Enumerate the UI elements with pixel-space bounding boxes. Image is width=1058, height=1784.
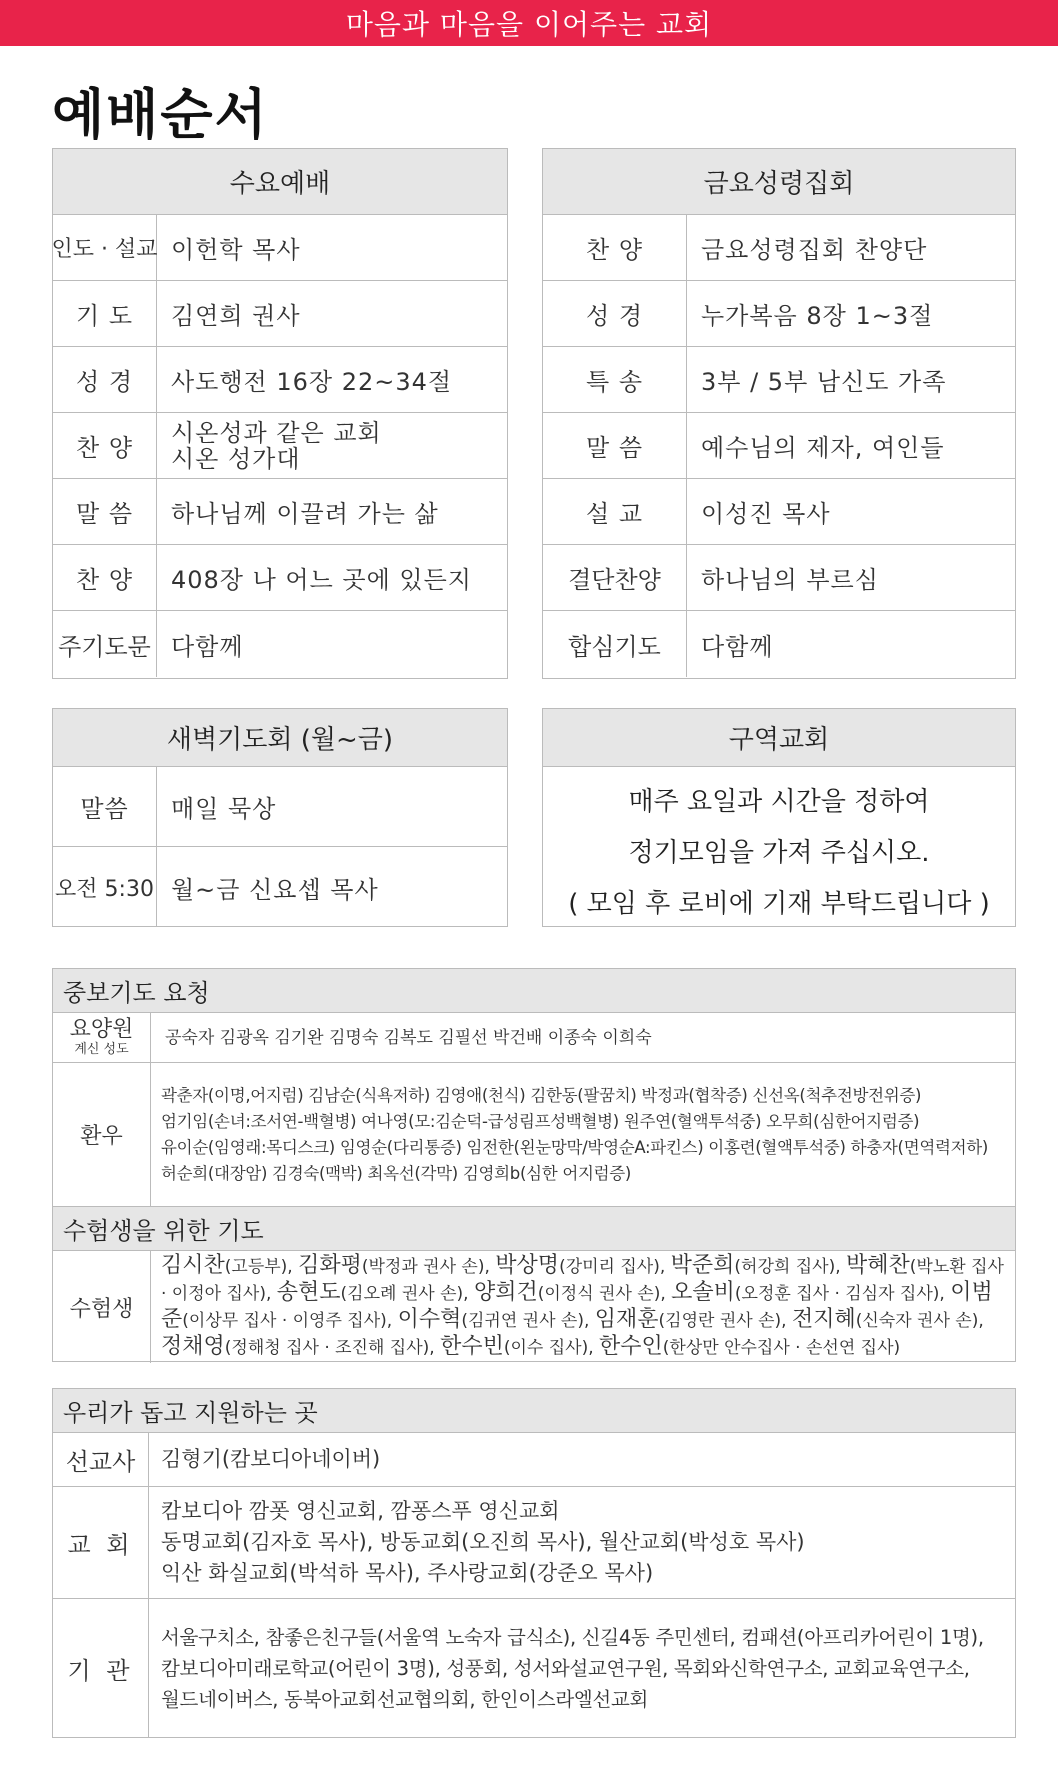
row-value: 3부 / 5부 남신도 가족: [701, 368, 947, 396]
friday-service-title: 금요성령집회: [543, 149, 1015, 215]
table-row: [543, 347, 1015, 413]
nursing-home-row: [53, 1013, 1015, 1063]
page-title: 예배순서: [52, 83, 269, 146]
district-church-notice: [543, 767, 1015, 925]
row-value: 김연희 권사: [171, 302, 301, 330]
table-row: [53, 413, 507, 479]
row-label: 기 도: [53, 281, 157, 346]
table-row: [53, 281, 507, 347]
label-line: 계신 성도: [74, 1041, 129, 1057]
student-name: 전지혜: [791, 1307, 856, 1332]
patients-label: 환우: [53, 1063, 151, 1206]
row-value: 매일 묵상: [171, 795, 277, 823]
table-row: [53, 545, 507, 611]
row-value: [157, 413, 382, 478]
exam-prayer-title: 수험생을 위한 기도: [53, 1207, 1015, 1251]
student-name: 박혜찬: [846, 1253, 910, 1278]
row-value: 하나님께 이끌려 가는 삶: [171, 500, 439, 528]
row-label: 말씀: [53, 767, 157, 846]
student-name: 한수인: [599, 1334, 663, 1359]
row-label: 말 씀: [53, 479, 157, 544]
table-row: [543, 413, 1015, 479]
org-line: 월드네이버스, 동북아교회선교협의회, 한인이스라엘선교회: [161, 1687, 649, 1711]
org-line: 캄보디아미래로학교(어린이 3명), 성풍회, 성서와설교연구원, 목회와신학연구소, 교회교육연구소,: [161, 1656, 970, 1680]
church-line: 동명교회(김자호 목사), 방동교회(오진희 목사), 월산교회(박성호 목사): [161, 1530, 805, 1554]
prayer-request-section: [52, 968, 1016, 1362]
missionary-label: 선교사: [53, 1433, 149, 1486]
table-row: [53, 479, 507, 545]
missionary-value: 김형기(캄보디아네이버): [161, 1447, 381, 1471]
exam-label: 수험생: [53, 1251, 151, 1363]
student-note: (김귀연 권사 손),: [461, 1311, 595, 1331]
notice-line: 정기모임을 가져 주십시오.: [628, 837, 930, 868]
nursing-home-names: 공숙자 김광옥 김기완 김명숙 김복도 김필선 박건배 이종숙 이희숙: [165, 1027, 652, 1048]
churches-label: 교 회: [53, 1487, 149, 1598]
student-note: (신숙자 권사 손),: [855, 1311, 984, 1331]
church-line: 캄보디아 깜폿 영신교회, 깜퐁스푸 영신교회: [161, 1499, 560, 1523]
org-line: 서울구치소, 참좋은친구들(서울역 노숙자 급식소), 신길4동 주민센터, 컴패션(아프리카어린이 1명),: [161, 1625, 984, 1649]
row-value: 이헌학 목사: [171, 236, 301, 264]
missionary-row: [53, 1433, 1015, 1487]
student-name: 양희건: [473, 1280, 538, 1305]
wednesday-service-table: [52, 148, 508, 679]
label-line: 요양원: [69, 1016, 134, 1042]
student-note: (강미리 집사),: [559, 1257, 671, 1277]
row-value: 이성진 목사: [701, 500, 831, 528]
row-value: 사도행전 16장 22~34절: [171, 368, 453, 396]
nursing-home-label: [53, 1013, 151, 1062]
student-note: (박노환 집사 · 이정아 집사),: [161, 1257, 1004, 1304]
patients-line: 허순희(대장암) 김경숙(맥박) 최옥선(각막) 김영희b(심한 어지럼증): [161, 1163, 632, 1183]
row-value: 월~금 신요셉 목사: [171, 875, 379, 904]
row-value: 408장 나 어느 곳에 있든지: [171, 566, 472, 594]
row-label: 성 경: [543, 281, 687, 346]
district-church-title: 구역교회: [543, 709, 1015, 767]
support-title: 우리가 돕고 지원하는 곳: [53, 1389, 1015, 1433]
row-label: 특 송: [543, 347, 687, 412]
hymn-title: 시온성과 같은 교회: [171, 418, 382, 447]
student-name: 이범준: [161, 1280, 993, 1332]
row-label: 합심기도: [543, 611, 687, 677]
student-note: (김오례 권사 손),: [340, 1284, 474, 1304]
student-name: 송현도: [276, 1280, 341, 1305]
table-row: [53, 611, 507, 677]
student-note: (정해청 집사 · 조진해 집사),: [224, 1338, 441, 1358]
row-value: 다함께: [171, 632, 244, 661]
row-value: 금요성령집회 찬양단: [701, 236, 928, 264]
patients-list: [151, 1063, 1015, 1206]
student-note: (오정훈 집사 · 김심자 집사),: [734, 1284, 951, 1304]
row-label: 설 교: [543, 479, 687, 544]
row-label: 찬 양: [53, 545, 157, 610]
table-row: [543, 215, 1015, 281]
organizations-list: [149, 1599, 1015, 1737]
student-name: 박준희: [670, 1253, 735, 1278]
friday-service-table: [542, 148, 1016, 679]
row-label: 결단찬양: [543, 545, 687, 610]
row-label: 성 경: [53, 347, 157, 412]
table-row: [53, 847, 507, 927]
exam-students: [151, 1251, 1015, 1363]
patients-line: 곽춘자(이명,어지럼) 김남순(식욕저하) 김영애(천식) 김한동(팔꿈치) 박정과(협착증) 신선옥(척추전방전위증): [161, 1085, 922, 1105]
table-row: [53, 215, 507, 281]
student-name: 정채영: [161, 1334, 225, 1359]
student-note: (이수 집사),: [503, 1338, 600, 1358]
row-label: 말 씀: [543, 413, 687, 478]
row-label: 찬 양: [53, 413, 157, 478]
row-value: 하나님의 부르심: [701, 566, 879, 594]
churches-list: [149, 1487, 1015, 1598]
notice-line: 매주 요일과 시간을 정하여: [628, 786, 930, 817]
row-value: 누가복음 8장 1~3절: [701, 302, 934, 330]
table-row: [53, 347, 507, 413]
student-note: (허강희 집사),: [734, 1257, 847, 1277]
dawn-prayer-title: 새벽기도회 (월~금): [53, 709, 507, 767]
student-name: 임재훈: [594, 1307, 659, 1332]
table-row: [543, 545, 1015, 611]
row-value: 다함께: [701, 632, 774, 661]
district-church-box: [542, 708, 1016, 927]
church-line: 익산 화실교회(박석하 목사), 주사랑교회(강준오 목사): [161, 1561, 654, 1585]
student-name: 이수혁: [397, 1307, 462, 1332]
student-name: 한수빈: [440, 1334, 504, 1359]
patients-row: [53, 1063, 1015, 1207]
row-label: 오전 5:30: [53, 847, 157, 927]
student-note: (이정식 권사 손),: [537, 1284, 672, 1304]
prayer-request-title: 중보기도 요청: [53, 969, 1015, 1013]
patients-line: 엄기임(손녀:조서연-백혈병) 여나영(모:김순덕-급성림프성백혈병) 원주연(혈액투석중) 오무희(심한어지럼증): [161, 1111, 920, 1131]
table-row: [543, 479, 1015, 545]
patients-line: 유이순(임영래:목디스크) 임영순(다리통증) 임전한(왼눈망막/박영순A:파킨스) 이홍련(혈액투석중) 하충자(면역력저하): [161, 1137, 989, 1157]
student-name: 오솔비: [671, 1280, 735, 1305]
top-banner: 마음과 마음을 이어주는 교회: [0, 0, 1058, 46]
student-name: 김시찬: [161, 1253, 225, 1278]
student-note: (고등부),: [224, 1257, 299, 1277]
student-name: 김화평: [298, 1253, 362, 1278]
student-note: (김영란 권사 손),: [658, 1311, 792, 1331]
wednesday-service-title: 수요예배: [53, 149, 507, 215]
row-label: 주기도문: [53, 611, 157, 677]
row-label: 찬 양: [543, 215, 687, 280]
table-row: [543, 611, 1015, 677]
churches-row: [53, 1487, 1015, 1599]
organizations-row: [53, 1599, 1015, 1737]
student-note: (이상무 집사 · 이영주 집사),: [182, 1311, 398, 1331]
organizations-label: 기 관: [53, 1599, 149, 1737]
student-note: (박정과 권사 손),: [361, 1257, 496, 1277]
table-row: [543, 281, 1015, 347]
row-value: 예수님의 제자, 여인들: [701, 434, 945, 462]
choir-name: 시온 성가대: [171, 444, 301, 473]
row-label: 인도 · 설교: [53, 215, 157, 280]
table-row: [53, 767, 507, 847]
student-name: 박상명: [495, 1253, 560, 1278]
support-section: [52, 1388, 1016, 1738]
notice-line: ( 모임 후 로비에 기재 부탁드립니다 ): [568, 888, 990, 919]
student-note: (한상만 안수집사 · 손선연 집사): [662, 1338, 901, 1358]
exam-row: [53, 1251, 1015, 1363]
dawn-prayer-table: [52, 708, 508, 927]
